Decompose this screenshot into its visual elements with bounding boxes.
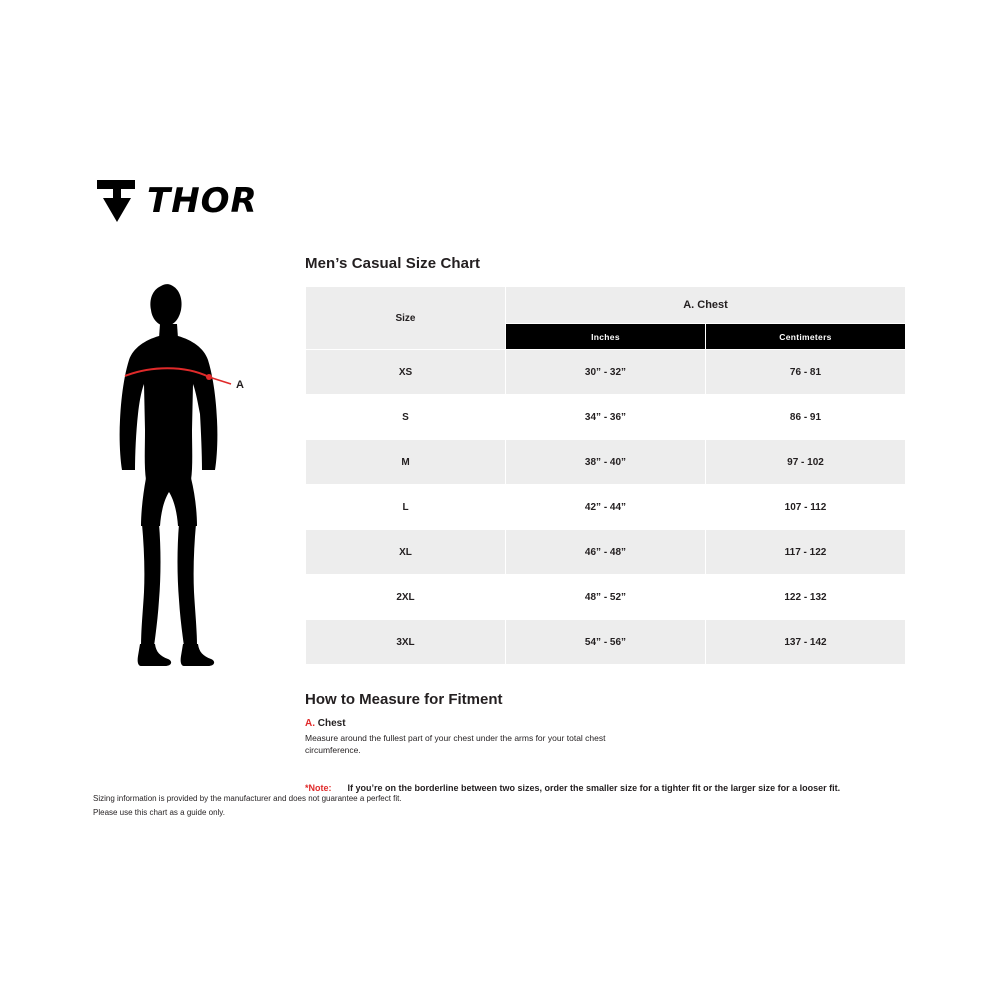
table-row [306,440,906,485]
cell-size: S [306,395,506,440]
table-row [306,395,906,440]
cell-size: L [306,485,506,530]
cell-inches: 42” - 44” [506,485,706,530]
disclaimer-line-2: Please use this chart as a guide only. [93,807,225,817]
size-chart-content [305,255,905,793]
figure-callout-a: A [236,379,244,391]
cell-inches: 54” - 56” [506,620,706,665]
cell-centimeters: 117 - 122 [706,530,906,575]
brand-logo [95,178,258,224]
table-row [306,530,906,575]
size-chart-table [305,286,906,665]
disclaimer [93,792,402,819]
note-label: *Note: [305,782,332,793]
cell-centimeters: 97 - 102 [706,440,906,485]
measure-item-letter: A. [305,718,315,729]
cell-inches: 38” - 40” [506,440,706,485]
cell-inches: 30” - 32” [506,350,706,395]
disclaimer-line-1: Sizing information is provided by the manufacturer and does not guarantee a perfect fit. [93,794,402,803]
cell-size: 3XL [306,620,506,665]
cell-size: XL [306,530,506,575]
how-to-measure-title: How to Measure for Fitment [305,691,503,708]
cell-centimeters: 137 - 142 [706,620,906,665]
cell-centimeters: 76 - 81 [706,350,906,395]
cell-size: 2XL [306,575,506,620]
note-text: If you’re on the borderline between two sizes, order the smaller size for a tighter fit or the larger size for a looser fit. [347,782,841,793]
measure-item-name: Chest [315,718,346,729]
table-row [306,485,906,530]
cell-inches: 34” - 36” [506,395,706,440]
table-header-row [306,287,906,324]
thor-hammer-mark-icon [95,178,137,224]
column-header-centimeters: Centimeters [706,324,906,350]
column-header-size: Size [306,287,506,350]
body-silhouette-figure [105,280,270,680]
page-title: Men’s Casual Size Chart [305,255,481,272]
cell-centimeters: 122 - 132 [706,575,906,620]
brand-name: THOR [147,181,258,221]
table-row [306,350,906,395]
measure-item-description: Measure around the fullest part of your chest under the arms for your total chest circumference. [305,733,606,756]
cell-inches: 48” - 52” [506,575,706,620]
table-row [306,620,906,665]
column-header-inches: Inches [506,324,706,350]
measure-item-chest [305,718,905,757]
column-header-chest-group: A. Chest [506,287,906,324]
cell-size: XS [306,350,506,395]
cell-centimeters: 107 - 112 [706,485,906,530]
cell-centimeters: 86 - 91 [706,395,906,440]
measure-item-heading [305,718,905,729]
cell-size: M [306,440,506,485]
table-row [306,575,906,620]
cell-inches: 46” - 48” [506,530,706,575]
